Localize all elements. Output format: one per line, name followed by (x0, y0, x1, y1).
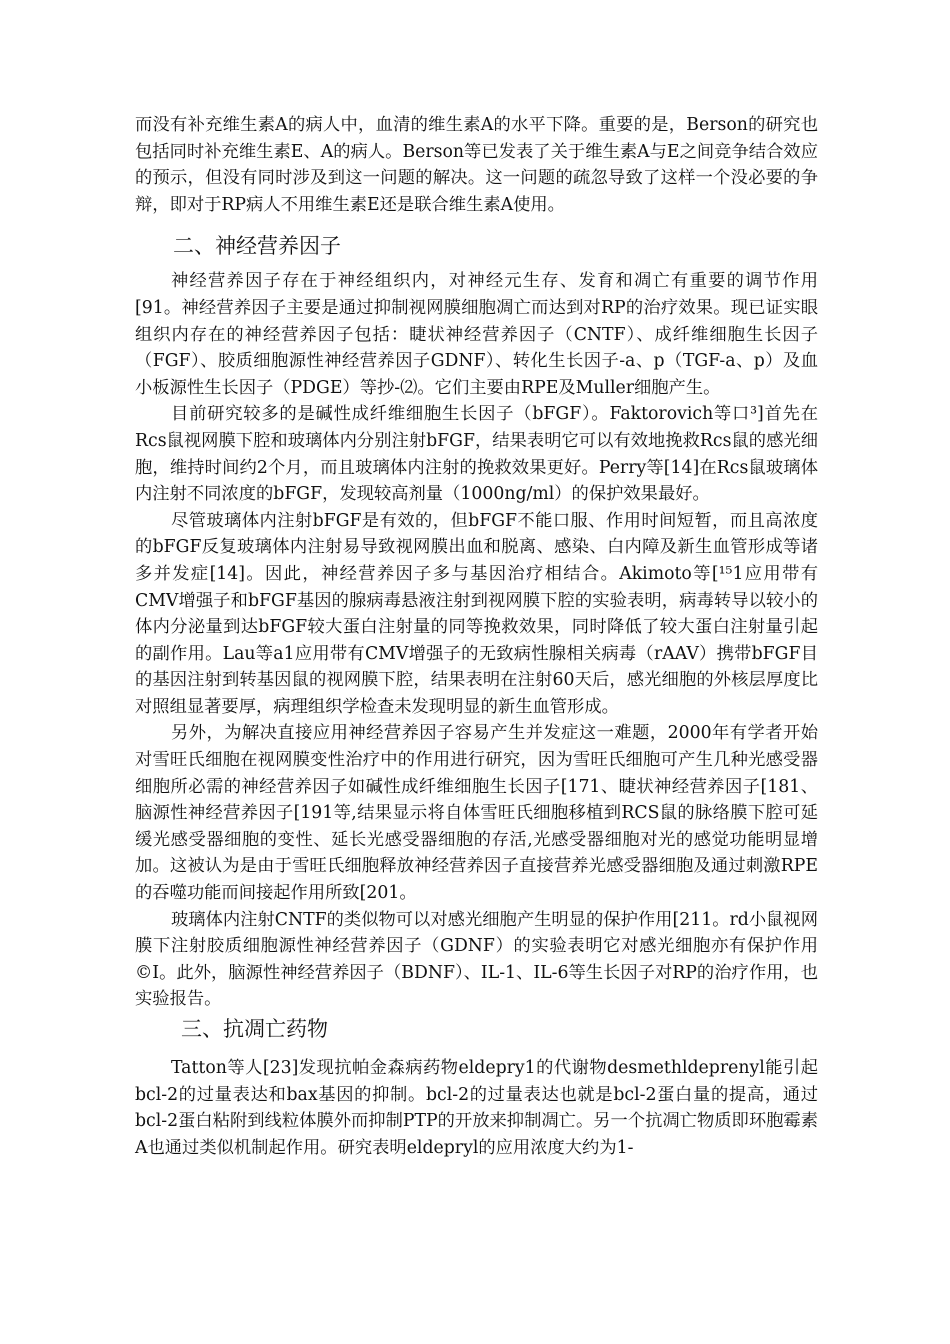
section3-paragraph-1: Tatton等人[23]发现抗帕金森病药物eldepry1的代谢物desmethldeprenyl能引起bcl-2的过量表达和bax基因的抑制。bcl-2的过量表达也就是bcl-2蛋白量的提高，通过bcl-2蛋白粘附到线粒体膜外而抑制PTP的开放来抑制凋亡。另一个抗凋亡物质即环胞霉素A也通过类似机制起作用。研究表明eldepryl的应用浓度大约为1- (135, 1058, 818, 1158)
section2-paragraph-4: 另外，为解决直接应用神经营养因子容易产生并发症这一难题，2000年有学者开始对雪旺氏细胞在视网膜变性治疗中的作用进行研究，因为雪旺氏细胞可产生几种光感受器细胞所必需的神经营养因子如碱性成纤维细胞生长因子[171、睫状神经营养因子[181、脑源性神经营养因子[191等,结果显示将自体雪旺氏细胞移植到RCS鼠的脉络膜下腔可延缓光感受器细胞的变性、延长光感受器细胞的存活,光感受器细胞对光的感觉功能明显增加。这被认为是由于雪旺氏细胞释放神经营养因子直接营养光感受器细胞及通过刺激RPE的吞噬功能而间接起作用所致[201。 (135, 723, 818, 904)
document-body (135, 112, 818, 1161)
section2-paragraph-2: 目前研究较多的是碱性成纤维细胞生长因子（bFGF）。Faktorovich等口³]首先在Rcs鼠视网膜下腔和玻璃体内分别注射bFGF，结果表明它可以有效地挽救Rcs鼠的感光细胞，维持时间约2个月，而且玻璃体内注射的挽救效果更好。Perry等[14]在Rcs鼠玻璃体内注射不同浓度的bFGF，发现较高剂量（1000ng/ml）的保护效果最好。 (135, 404, 818, 505)
section2-paragraph-1: 神经营养因子存在于神经组织内，对神经元生存、发育和凋亡有重要的调节作用[91。神经营养因子主要是通过抑制视网膜细胞凋亡而达到对RP的治疗效果。现已证实眼组织内存在的神经营养因子包括：睫状神经营养因子（CNTF）、成纤维细胞生长因子（FGF）、胶质细胞源性神经营养因子GDNF）、转化生长因子-a、p（TGF-a、p）及血小板源性生长因子（PDGE）等抄-⑵。它们主要由RPE及Muller细胞产生。 (135, 271, 818, 398)
section-heading-neurotrophic-factors: 二、神经营养因子 (173, 234, 341, 259)
intro-paragraph: 而没有补充维生素A的病人中，血清的维生素A的水平下降。重要的是，Berson的研究也包括同时补充维生素E、A的病人。Berson等已发表了关于维生素A与E之间竞争结合效应的预示，但没有同时涉及到这一问题的解决。这一问题的疏忽导致了这样一个没必要的争辩，即对于RP病人不用维生素E还是联合维生素A使用。 (135, 115, 818, 215)
section2-paragraph-5: 玻璃体内注射CNTF的类似物可以对感光细胞产生明显的保护作用[211。rd小鼠视网膜下注射胶质细胞源性神经营养因子（GDNF）的实验表明它对感光细胞亦有保护作用©I。此外，脑源性神经营养因子（BDNF）、IL-1、IL-6等生长因子对RP的治疗作用，也实验报告。 (135, 909, 818, 1010)
section2-paragraph-3: 尽管玻璃体内注射bFGF是有效的，但bFGF不能口服、作用时间短暂，而且高浓度的bFGF反复玻璃体内注射易导致视网膜出血和脱离、感染、白内障及新生血管形成等诸多并发症[14]。因此，神经营养因子多与基因治疗相结合。Akimoto等[¹⁵1应用带有CMV增强子和bFGF基因的腺病毒悬液注射到视网膜下腔的实验表明，病毒转导以较小的体内分泌量到达bFGF较大蛋白注射量的同等挽救效果，同时降低了较大蛋白注射量引起的副作用。Lau等a1应用带有CMV增强子的无致病性腺相关病毒（rAAV）携带bFGF目的基因注射到转基因鼠的视网膜下腔，结果表明在注射60天后，感光细胞的外核层厚度比对照组显著要厚，病理组织学检查未发现明显的新生血管形成。 (135, 510, 818, 717)
section-heading-anti-apoptosis-drugs: 三、抗凋亡药物 (181, 1017, 328, 1041)
